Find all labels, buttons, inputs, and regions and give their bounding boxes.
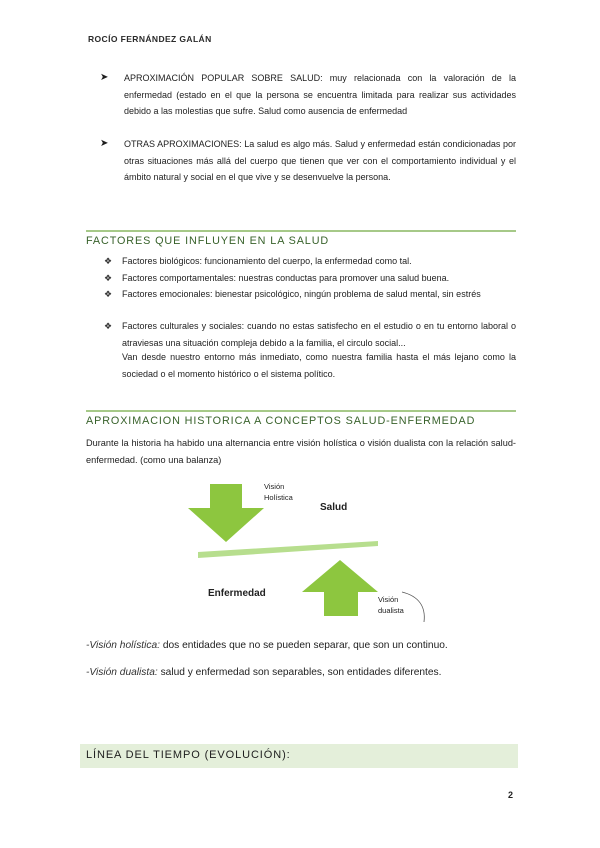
factor-item (104, 318, 516, 351)
section-title-factors: FACTORES QUE INFLUYEN EN LA SALUD (86, 235, 330, 247)
label-enfermedad: Enfermedad (208, 588, 266, 599)
factor-continuation-text: Van desde nuestro entorno más inmediato, como nuestra familia hasta el más lejano como la sociedad o el momento histórico o el sistema político. (122, 352, 516, 379)
section-title-history: APROXIMACION HISTORICA A CONCEPTOS SALUD-ENFERMEDAD (86, 415, 476, 427)
diamond-bullet-icon: ❖ (104, 321, 113, 331)
diamond-bullet-icon: ❖ (104, 273, 113, 283)
label-holistic-2: Holística (264, 493, 293, 502)
definition-holistic (86, 640, 516, 651)
section-divider (86, 230, 516, 232)
approach-text: APROXIMACIÓN POPULAR SOBRE SALUD: muy relacionada con la valoración de la enfermedad (estado en el que la persona se encuentra limitada para realizar sus actividades debido a las molestias que sufre. Salud como ausencia de enfermedad (124, 73, 516, 116)
balance-beam (198, 541, 378, 558)
factor-text: Factores comportamentales: nuestras conductas para promover una salud buena. (122, 273, 450, 283)
label-dualist-2: dualista (378, 606, 404, 615)
section-title-timeline: LÍNEA DEL TIEMPO (EVOLUCIÓN): (86, 749, 291, 761)
definition-desc: salud y enfermedad son separables, son entidades diferentes. (157, 667, 442, 678)
factor-text: Factores biológicos: funcionamiento del cuerpo, la enfermedad como tal. (122, 256, 412, 266)
definition-term: -Visión dualista: (86, 667, 158, 678)
label-salud: Salud (320, 502, 348, 513)
arrow-bullet-icon: ➤ (100, 138, 109, 149)
dualist-curve (402, 592, 424, 622)
holistic-down-arrow (188, 484, 264, 542)
section-divider (86, 410, 516, 412)
approach-item-other (100, 136, 516, 186)
definition-dualist (86, 667, 516, 678)
factor-text: Factores emocionales: bienestar psicológico, ningún problema de salud mental, sin estrés (122, 289, 481, 299)
history-intro: Durante la historia ha habido una alternancia entre visión holística o visión dualista con la relación salud-enfermedad. (como una balanza) (86, 438, 516, 465)
dualist-up-arrow (302, 560, 378, 616)
factor-item (104, 270, 516, 287)
balance-diagram (180, 474, 440, 624)
definition-desc: dos entidades que no se pueden separar, que son un continuo. (160, 640, 448, 651)
arrow-bullet-icon: ➤ (100, 72, 109, 83)
factor-item (104, 253, 516, 270)
diamond-bullet-icon: ❖ (104, 256, 113, 266)
diamond-bullet-icon: ❖ (104, 289, 113, 299)
label-dualist-1: Visión (378, 595, 399, 604)
approach-text: OTRAS APROXIMACIONES: La salud es algo más. Salud y enfermedad están condicionadas por otras situaciones más allá del cuerpo que tienen que ver con el comportamiento individual y el ámbito natural y social en el que vive y se desenvuelve la persona. (124, 139, 516, 182)
factor-continuation (104, 349, 516, 382)
factor-item (104, 286, 516, 303)
label-holistic-1: Visión (264, 482, 285, 491)
approach-item-popular (100, 70, 516, 120)
page-number: 2 (508, 790, 514, 800)
author-header: ROCÍO FERNÁNDEZ GALÁN (88, 34, 212, 44)
definition-term: -Visión holística: (86, 640, 160, 651)
factor-text: Factores culturales y sociales: cuando no estas satisfecho en el estudio o en tu entorno laboral o atraviesas una situación compleja debido a la familia, el circulo social... (122, 321, 516, 348)
section-title-timeline-bar (80, 744, 518, 768)
